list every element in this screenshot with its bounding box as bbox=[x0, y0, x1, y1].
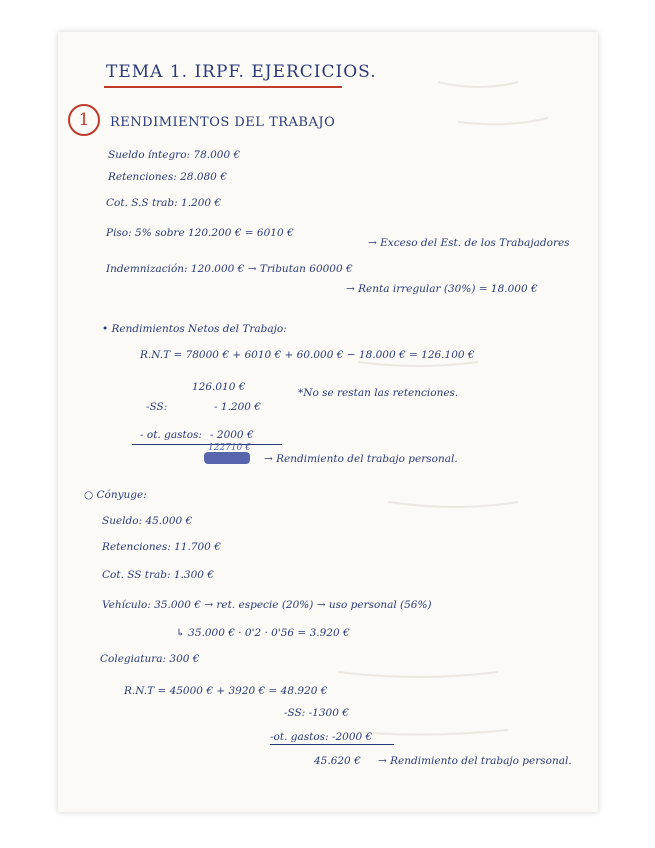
rnt-formula: R.N.T = 78000 € + 6010 € + 60.000 € − 18.000 € = 126.100 € bbox=[140, 349, 475, 361]
gastos-value: - 2000 € bbox=[210, 429, 254, 441]
scribbled-result bbox=[204, 452, 250, 464]
section-heading: RENDIMIENTOS DEL TRABAJO bbox=[110, 115, 336, 130]
line-indemnizacion: Indemnización: 120.000 € → Tributan 60000 € bbox=[106, 263, 353, 275]
gastos-label: - ot. gastos: bbox=[140, 429, 202, 441]
conyuge-result-note: → Rendimiento del trabajo personal. bbox=[378, 755, 572, 767]
result-note: → Rendimiento del trabajo personal. bbox=[264, 453, 458, 465]
conyuge-ss: -SS: -1300 € bbox=[284, 707, 349, 719]
conyuge-rnt-formula: R.N.T = 45000 € + 3920 € = 48.920 € bbox=[124, 685, 328, 697]
notebook-page bbox=[58, 32, 598, 812]
conyuge-result: 45.620 € bbox=[314, 755, 361, 767]
conyuge-vehiculo: Vehículo: 35.000 € → ret. especie (20%) → uso personal (56%) bbox=[102, 599, 432, 611]
ss-value: - 1.200 € bbox=[214, 401, 261, 413]
title-underline bbox=[104, 86, 342, 88]
conyuge-sueldo: Sueldo: 45.000 € bbox=[102, 515, 193, 527]
conyuge-sum-rule bbox=[270, 744, 394, 745]
exercise-number: 1 bbox=[68, 104, 100, 136]
conyuge-heading: ○ Cónyuge: bbox=[84, 489, 147, 501]
conyuge-retenciones: Retenciones: 11.700 € bbox=[102, 541, 221, 553]
rnt-subtotal: 126.010 € bbox=[192, 381, 246, 393]
conyuge-colegiatura: Colegiatura: 300 € bbox=[100, 653, 200, 665]
conyuge-vehiculo-calc: ↳ 35.000 € · 0'2 · 0'56 = 3.920 € bbox=[176, 627, 350, 639]
rnt-heading: • Rendimientos Netos del Trabajo: bbox=[102, 323, 287, 335]
retenciones-note: *No se restan las retenciones. bbox=[298, 387, 459, 399]
line-retenciones: Retenciones: 28.080 € bbox=[108, 171, 227, 183]
ss-label: -SS: bbox=[146, 401, 168, 413]
sum-rule bbox=[132, 444, 282, 445]
result-value: 122710 € bbox=[208, 443, 251, 453]
line-piso: Piso: 5% sobre 120.200 € = 6010 € bbox=[106, 227, 294, 239]
line-renta-irregular: → Renta irregular (30%) = 18.000 € bbox=[346, 283, 538, 295]
line-exceso: → Exceso del Est. de los Trabajadores bbox=[368, 237, 570, 249]
line-cot-ss: Cot. S.S trab: 1.200 € bbox=[106, 197, 222, 209]
page-title: TEMA 1. IRPF. EJERCICIOS. bbox=[106, 62, 377, 82]
conyuge-gastos: -ot. gastos: -2000 € bbox=[270, 731, 373, 743]
line-sueldo: Sueldo íntegro: 78.000 € bbox=[108, 149, 241, 161]
conyuge-cot-ss: Cot. SS trab: 1.300 € bbox=[102, 569, 214, 581]
